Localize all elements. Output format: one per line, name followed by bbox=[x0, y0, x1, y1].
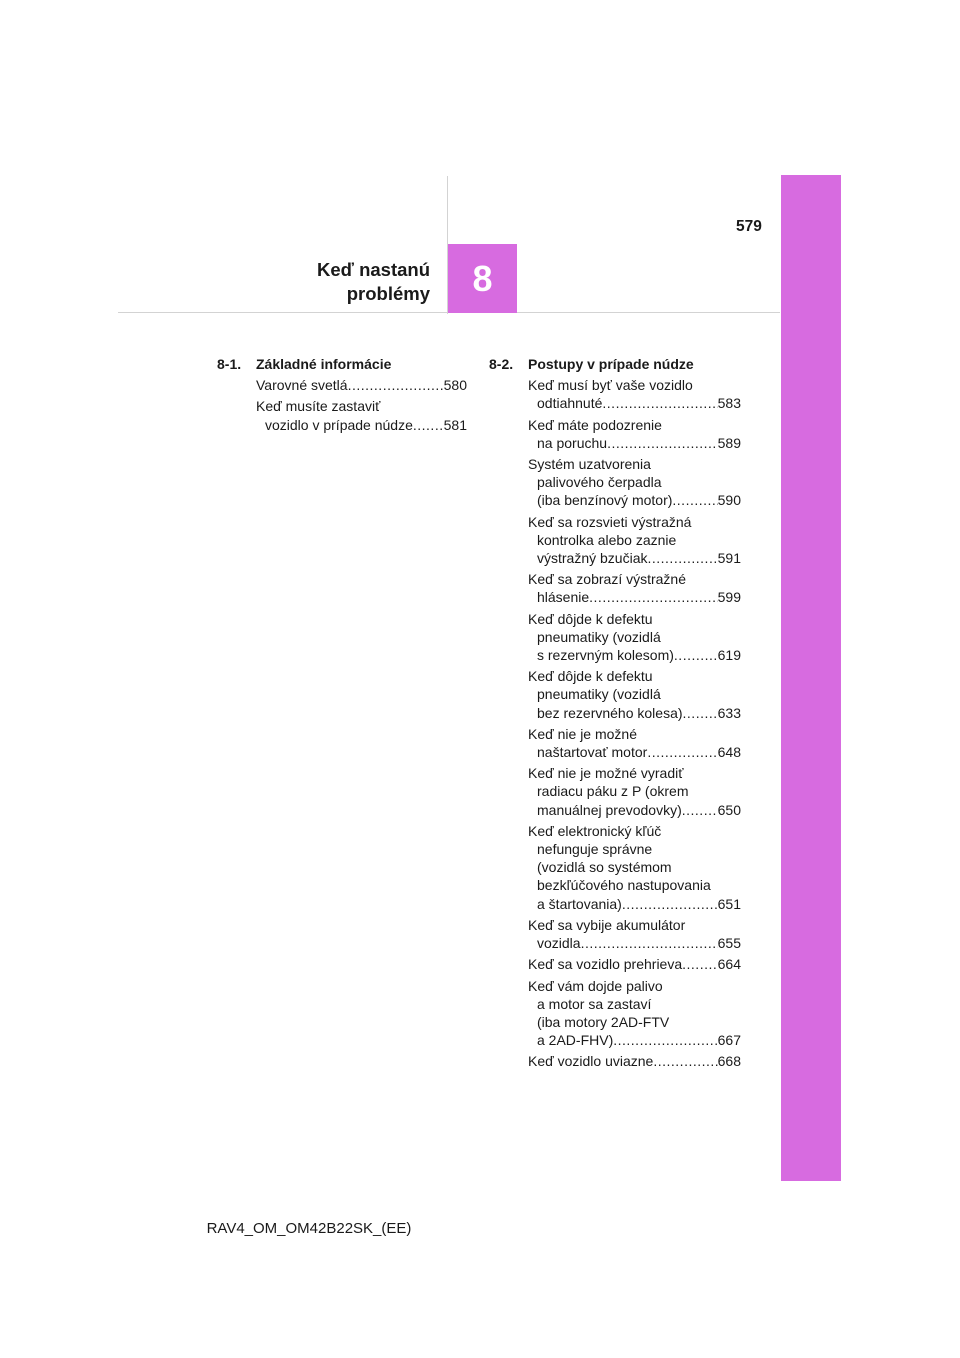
toc-entry-last-line bbox=[528, 955, 741, 973]
toc-entry-text: Keď nie je možné vyradiť bbox=[528, 765, 684, 782]
dot-leader bbox=[653, 1052, 717, 1070]
toc-entry-page: 583 bbox=[717, 395, 741, 412]
toc-entry[interactable] bbox=[528, 376, 741, 412]
chapter-title-line2: problémy bbox=[346, 283, 430, 304]
section-title: Základné informácie bbox=[256, 356, 392, 372]
document-code: RAV4_OM_OM42B22SK_(EE) bbox=[206, 1220, 412, 1237]
toc-entry-text: hlásenie bbox=[537, 589, 590, 606]
chapter-title bbox=[230, 258, 430, 306]
toc-entry-page: 664 bbox=[717, 956, 741, 973]
toc-entry-text: Keď sa zobrazí výstražné bbox=[528, 571, 687, 588]
toc-entry[interactable] bbox=[528, 416, 741, 452]
toc-entry-text: naštartovať motor bbox=[537, 744, 648, 761]
dot-leader bbox=[682, 801, 718, 819]
toc-entry[interactable] bbox=[528, 955, 741, 973]
chapter-side-tab bbox=[781, 175, 841, 1181]
toc-entry-last-line bbox=[528, 743, 741, 761]
toc-entry-text: Varovné svetlá bbox=[256, 377, 348, 394]
dot-leader bbox=[682, 955, 718, 973]
toc-entry-page: 599 bbox=[717, 589, 741, 606]
toc-entry[interactable] bbox=[528, 667, 741, 722]
toc-entry-text: Keď sa rozsvieti výstražná bbox=[528, 513, 692, 530]
dot-leader bbox=[602, 394, 717, 412]
toc-entry-last-line bbox=[528, 895, 741, 913]
toc-entry[interactable] bbox=[528, 570, 741, 606]
toc-entry[interactable] bbox=[256, 397, 467, 433]
toc-entry-last-line bbox=[528, 1052, 741, 1070]
toc-entry-page: 619 bbox=[717, 647, 741, 664]
toc-entry-text: Keď sa vybije akumulátor bbox=[528, 916, 686, 933]
toc-entry-text: radiacu páku z P (okrem bbox=[537, 783, 689, 800]
toc-entry-page: 651 bbox=[717, 895, 741, 912]
toc-entry-last-line bbox=[528, 549, 741, 567]
toc-entry-last-line bbox=[528, 704, 741, 722]
dot-leader bbox=[647, 743, 717, 761]
toc-entry-text: Keď vozidlo uviazne bbox=[528, 1053, 654, 1070]
toc-entry-text: pneumatiky (vozidlá bbox=[537, 628, 661, 645]
toc-entry-last-line bbox=[528, 394, 741, 412]
dot-leader bbox=[647, 549, 717, 567]
toc-entry-last-line bbox=[256, 416, 467, 434]
toc-entry-page: 655 bbox=[717, 935, 741, 952]
toc-entry-text: Systém uzatvorenia bbox=[528, 456, 651, 473]
toc-entry-text: s rezervným kolesom) bbox=[537, 647, 674, 664]
toc-entry-text: Keď vám dojde palivo bbox=[528, 977, 663, 994]
toc-entry-last-line bbox=[528, 434, 741, 452]
toc-entry-last-line bbox=[528, 491, 741, 509]
toc-entry[interactable] bbox=[528, 822, 741, 913]
dot-leader bbox=[672, 491, 717, 509]
dot-leader bbox=[589, 588, 717, 606]
toc-entry-page: 589 bbox=[717, 434, 741, 451]
toc-section-8-2 bbox=[489, 355, 741, 1074]
toc-entry-text: a 2AD-FHV) bbox=[537, 1032, 614, 1049]
dot-leader bbox=[581, 934, 718, 952]
page-number: 579 bbox=[736, 218, 762, 235]
toc-entry-page: 648 bbox=[717, 744, 741, 761]
section-number: 8-2. bbox=[489, 356, 514, 372]
toc-entry-last-line bbox=[528, 646, 741, 664]
toc-entry[interactable] bbox=[528, 764, 741, 819]
toc-entry-page: 590 bbox=[717, 492, 741, 509]
toc-entry-page: 668 bbox=[717, 1053, 741, 1070]
toc-entry-page: 667 bbox=[717, 1032, 741, 1049]
section-heading bbox=[489, 355, 741, 373]
dot-leader bbox=[348, 376, 444, 394]
toc-entry[interactable] bbox=[528, 513, 741, 568]
toc-entry[interactable] bbox=[256, 376, 467, 394]
toc-entry[interactable] bbox=[528, 977, 741, 1050]
toc-entry-text: bez rezervného kolesa) bbox=[537, 704, 683, 721]
chapter-number-badge: 8 bbox=[448, 244, 517, 313]
toc-entry-text: Keď máte podozrenie bbox=[528, 416, 662, 433]
toc-entry-text: Keď musí byť vaše vozidlo bbox=[528, 377, 693, 394]
toc-entry[interactable] bbox=[528, 455, 741, 510]
toc-entry-last-line bbox=[528, 801, 741, 819]
dot-leader bbox=[607, 434, 718, 452]
section-title: Postupy v prípade núdze bbox=[528, 356, 694, 372]
toc-entry[interactable] bbox=[528, 1052, 741, 1070]
toc-entry[interactable] bbox=[528, 916, 741, 952]
toc-entry-last-line bbox=[256, 376, 467, 394]
toc-entry-text: Keď elektronický kľúč bbox=[528, 822, 662, 839]
toc-entry-text: kontrolka alebo zaznie bbox=[537, 531, 677, 548]
toc-section-8-1 bbox=[217, 355, 467, 437]
toc-entry-text: Keď sa vozidlo prehrieva bbox=[528, 956, 683, 973]
toc-entry-text: pneumatiky (vozidlá bbox=[537, 686, 661, 703]
toc-entry-text: a motor sa zastaví bbox=[537, 995, 652, 1012]
toc-entry-text: (iba benzínový motor) bbox=[537, 492, 673, 509]
chapter-title-line1: Keď nastanú bbox=[316, 259, 430, 280]
toc-entry-text: bezkľúčového nastupovania bbox=[537, 877, 711, 894]
toc-entry-text: Keď dôjde k defektu bbox=[528, 610, 653, 627]
toc-entry-text: palivového čerpadla bbox=[537, 474, 662, 491]
toc-entry-text: vozidla bbox=[537, 935, 581, 952]
toc-entry-page: 591 bbox=[717, 550, 741, 567]
dot-leader bbox=[622, 895, 718, 913]
dot-leader bbox=[683, 704, 718, 722]
dot-leader bbox=[674, 646, 718, 664]
toc-entry-text: výstražný bzučiak bbox=[537, 550, 648, 567]
toc-entry-text: a štartovania) bbox=[537, 895, 622, 912]
toc-items bbox=[256, 376, 467, 434]
section-number: 8-1. bbox=[217, 356, 242, 372]
toc-entry-text: (iba motory 2AD-FTV bbox=[537, 1013, 670, 1030]
toc-entry-text: Keď dôjde k defektu bbox=[528, 668, 653, 685]
toc-entry-text: na poruchu bbox=[537, 434, 608, 451]
toc-entry-page: 580 bbox=[443, 377, 467, 394]
toc-entry-last-line bbox=[528, 588, 741, 606]
toc-entry-last-line bbox=[528, 1031, 741, 1049]
toc-entry[interactable] bbox=[528, 725, 741, 761]
toc-entry-text: nefunguje správne bbox=[537, 841, 653, 858]
dot-leader bbox=[413, 416, 444, 434]
dot-leader bbox=[613, 1031, 717, 1049]
toc-items bbox=[528, 376, 741, 1070]
toc-entry-text: odtiahnuté bbox=[537, 395, 603, 412]
toc-entry-last-line bbox=[528, 934, 741, 952]
toc-entry-text: Keď musíte zastaviť bbox=[256, 398, 381, 415]
toc-entry-text: vozidlo v prípade núdze bbox=[265, 416, 413, 433]
toc-entry-page: 581 bbox=[443, 416, 467, 433]
toc-entry-page: 650 bbox=[717, 801, 741, 818]
toc-entry[interactable] bbox=[528, 610, 741, 665]
toc-entry-page: 633 bbox=[717, 704, 741, 721]
toc-entry-text: Keď nie je možné bbox=[528, 725, 637, 742]
toc-entry-text: manuálnej prevodovky) bbox=[537, 801, 682, 818]
section-heading bbox=[217, 355, 467, 373]
toc-entry-text: (vozidlá so systémom bbox=[537, 859, 672, 876]
